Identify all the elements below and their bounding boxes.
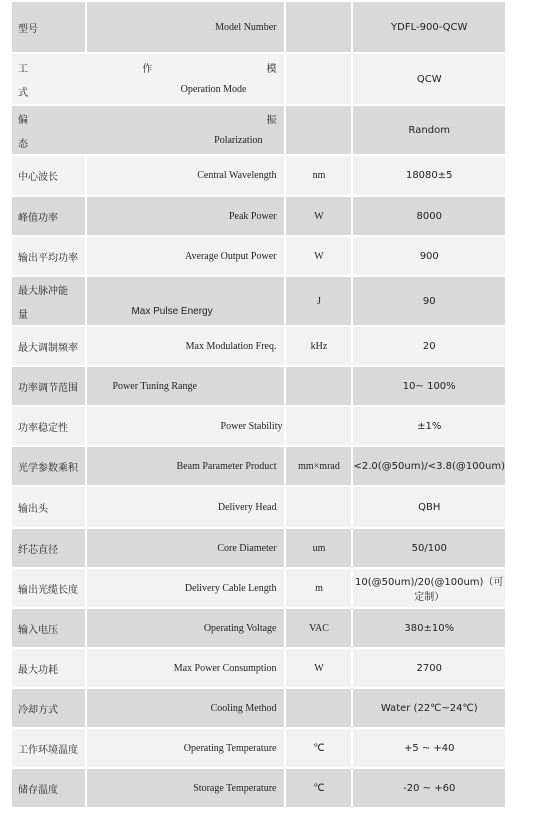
- param-label-merged: [12, 106, 286, 156]
- param-unit: nm: [286, 156, 353, 197]
- param-unit: [286, 487, 353, 529]
- param-unit: [286, 407, 353, 447]
- param-value: 380±10%: [353, 609, 507, 649]
- table-row: [12, 487, 507, 529]
- param-value: 10(@50um)/20(@100um)（可定制）: [353, 569, 507, 609]
- param-unit: ℃: [286, 729, 353, 769]
- param-unit: [286, 367, 353, 407]
- table-row: [12, 769, 507, 809]
- param-en: Power Stability: [87, 407, 286, 447]
- param-unit: kHz: [286, 327, 353, 367]
- table-row: [12, 54, 507, 106]
- param-value: ±1%: [353, 407, 507, 447]
- table-row: [12, 2, 507, 54]
- table-row: [12, 237, 507, 277]
- table-row: [12, 649, 507, 689]
- param-unit: um: [286, 529, 353, 569]
- param-label-merged: [12, 54, 286, 106]
- param-en: Polarization: [214, 134, 263, 146]
- table-row: [12, 569, 507, 609]
- param-cn: 纤芯直径: [12, 529, 87, 569]
- param-cn: 最大调制频率: [12, 327, 87, 367]
- param-en: Model Number: [87, 2, 286, 54]
- param-en: Beam Parameter Product: [87, 447, 286, 487]
- param-cn: 中心波长: [12, 156, 87, 197]
- param-cn: 输出平均功率: [12, 237, 87, 277]
- param-unit: [286, 54, 353, 106]
- param-cn-char: 作: [142, 63, 153, 75]
- param-en: Average Output Power: [87, 237, 286, 277]
- table-row: [12, 277, 507, 327]
- param-cn-char: 工: [18, 63, 28, 75]
- param-cn: 峰值功率: [12, 197, 87, 237]
- table-row: [12, 367, 507, 407]
- param-cn-char: 偏: [18, 114, 28, 126]
- table-row: [12, 447, 507, 487]
- param-en: Storage Temperature: [87, 769, 286, 809]
- param-unit: [286, 689, 353, 729]
- param-unit: W: [286, 649, 353, 689]
- param-en: Cooling Method: [87, 689, 286, 729]
- param-cn: 输出光缆长度: [12, 569, 87, 609]
- table-row: [12, 407, 507, 447]
- param-en: Max Power Consumption: [87, 649, 286, 689]
- param-en: Delivery Cable Length: [87, 569, 286, 609]
- param-cn: 功率稳定性: [12, 407, 87, 447]
- param-value: Random: [353, 106, 507, 156]
- param-cn-tail: 式: [18, 87, 28, 99]
- param-en: Operation Mode: [180, 83, 247, 95]
- param-unit: J: [286, 277, 353, 327]
- param-en: Central Wavelength: [87, 156, 286, 197]
- param-cn-char: 振: [266, 114, 277, 126]
- param-cn: 输出头: [12, 487, 87, 529]
- param-en: Delivery Head: [87, 487, 286, 529]
- param-value: Water (22℃~24℃): [353, 689, 507, 729]
- param-unit: ℃: [286, 769, 353, 809]
- param-unit: W: [286, 237, 353, 277]
- param-cn: 工作环境温度: [12, 729, 87, 769]
- param-value: YDFL-900-QCW: [353, 2, 507, 54]
- param-cn: [12, 277, 87, 327]
- param-cn: 输入电压: [12, 609, 87, 649]
- param-en: Max Modulation Freq.: [87, 327, 286, 367]
- param-unit: W: [286, 197, 353, 237]
- param-cn: 光学参数乘积: [12, 447, 87, 487]
- table-row: [12, 609, 507, 649]
- param-en: Operating Voltage: [87, 609, 286, 649]
- param-value: 50/100: [353, 529, 507, 569]
- param-value: 8000: [353, 197, 507, 237]
- param-cn: 最大功耗: [12, 649, 87, 689]
- param-cn-line2: 量: [18, 309, 28, 321]
- param-cn: 冷却方式: [12, 689, 87, 729]
- param-value: 900: [353, 237, 507, 277]
- param-value: -20 ~ +60: [353, 769, 507, 809]
- param-en: Power Tuning Range: [87, 367, 286, 407]
- param-value: 2700: [353, 649, 507, 689]
- param-value: 18080±5: [353, 156, 507, 197]
- param-cn: 储存温度: [12, 769, 87, 809]
- param-en: Max Pulse Energy: [87, 277, 286, 327]
- table-row: [12, 327, 507, 367]
- table-row: [12, 106, 507, 156]
- table-row: [12, 689, 507, 729]
- param-en: Operating Temperature: [87, 729, 286, 769]
- param-unit: m: [286, 569, 353, 609]
- spec-table: [12, 2, 507, 809]
- param-en: Core Diameter: [87, 529, 286, 569]
- table-row: [12, 197, 507, 237]
- param-unit: VAC: [286, 609, 353, 649]
- param-cn: 功率调节范围: [12, 367, 87, 407]
- param-cn: 型号: [12, 2, 87, 54]
- table-row: [12, 529, 507, 569]
- param-value: QBH: [353, 487, 507, 529]
- param-cn-tail: 态: [18, 138, 28, 150]
- table-row: [12, 729, 507, 769]
- param-value: 90: [353, 277, 507, 327]
- param-unit: mm×mrad: [286, 447, 353, 487]
- param-cn-char: 模: [266, 63, 277, 75]
- table-row: [12, 156, 507, 197]
- param-unit: [286, 106, 353, 156]
- param-cn-line1: 最大脉冲能: [18, 285, 68, 297]
- param-value: <2.0(@50um)/<3.8(@100um): [353, 447, 507, 487]
- param-value: 20: [353, 327, 507, 367]
- param-value: +5 ~ +40: [353, 729, 507, 769]
- param-value: 10~ 100%: [353, 367, 507, 407]
- param-unit: [286, 2, 353, 54]
- param-en: Peak Power: [87, 197, 286, 237]
- param-value: QCW: [353, 54, 507, 106]
